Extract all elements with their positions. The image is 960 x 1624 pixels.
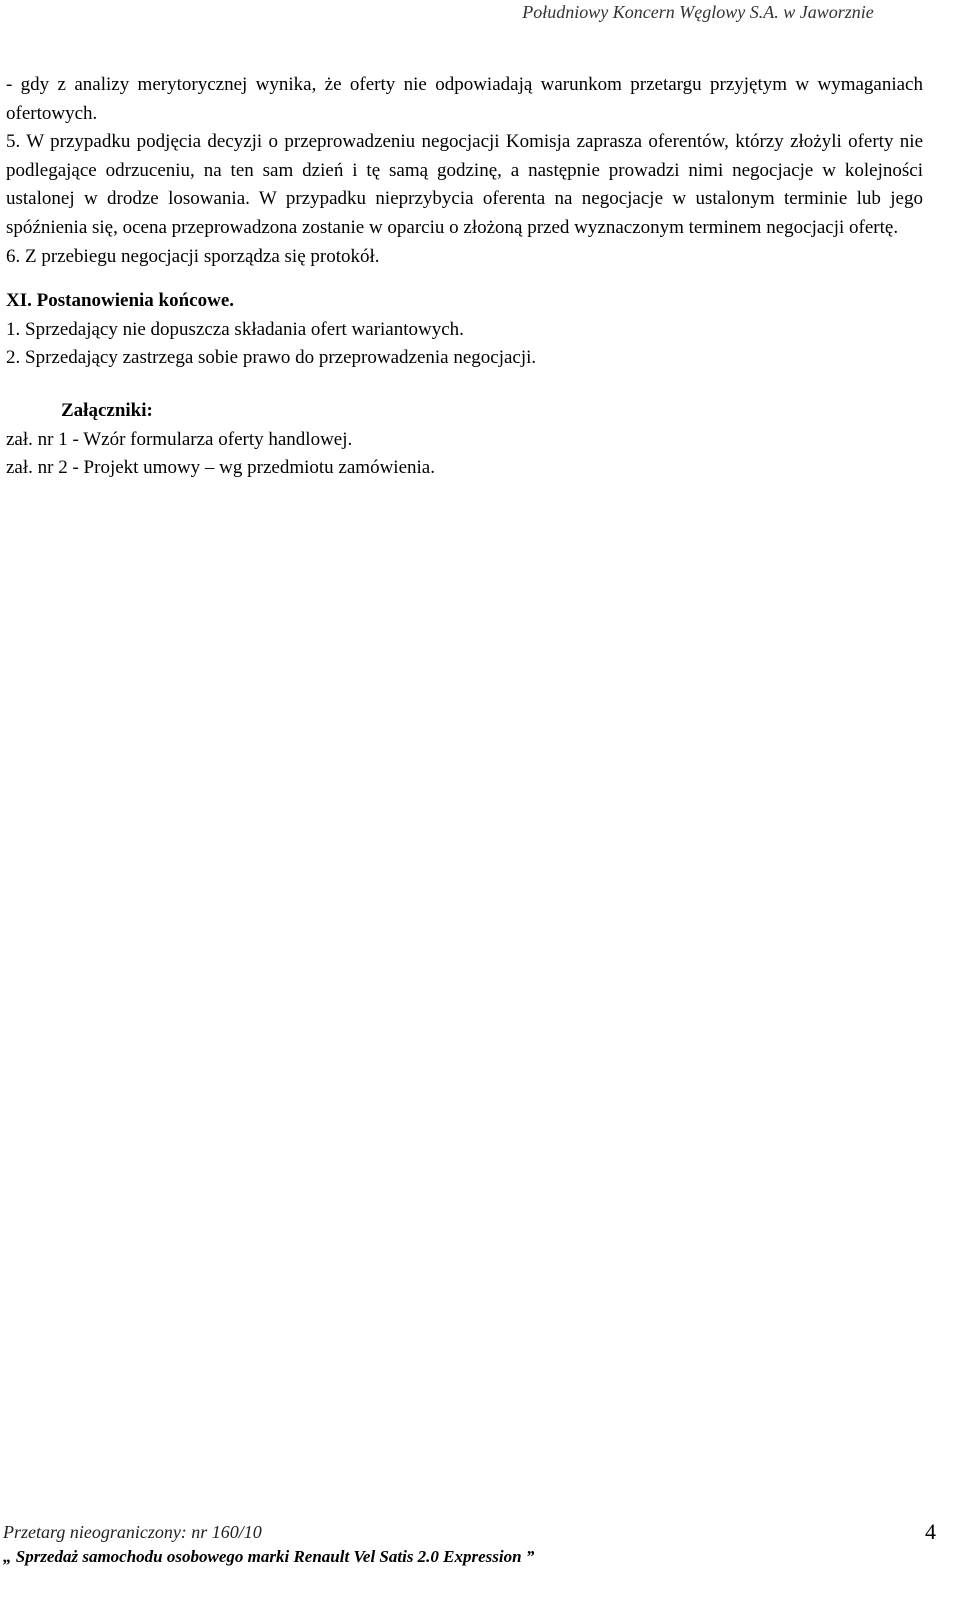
attachment-item-1: zał. nr 1 - Wzór formularza oferty handlowej. (6, 428, 353, 450)
paragraph-offer-rejection: - gdy z analizy merytorycznej wynika, że oferty nie odpowiadają warunkom przetargu przyjętym w wymaganiach ofertowych. (6, 74, 923, 124)
document-body (6, 71, 923, 483)
attachment-item-2: zał. nr 2 - Projekt umowy – wg przedmiotu zamówienia. (6, 457, 435, 479)
company-name: Południowy Koncern Węglowy S.A. w Jaworznie (522, 2, 874, 22)
page-number: 4 (925, 1519, 936, 1544)
paragraph-protocol: 6. Z przebiegu negocjacji sporządza się protokół. (6, 245, 380, 267)
section-heading: XI. Postanowienia końcowe. (6, 290, 235, 312)
footer-tender-number: Przetarg nieograniczony: nr 160/10 (3, 1522, 262, 1542)
attachments-heading: Załączniki: (61, 399, 153, 421)
section-item-1: 1. Sprzedający nie dopuszcza składania ofert wariantowych. (6, 318, 464, 340)
paragraph-negotiations: 5. W przypadku podjęcia decyzji o przeprowadzeniu negocjacji Komisja zaprasza oferentów, którzy złożyli oferty nie podlegające odrzuceniu, na ten sam dzień i tę samą godzinę, a następnie prowadzi nimi negocjacje w kolejności ustalonej w drodze losowania. W przypadku nieprzybycia oferenta na negocjacje w ustalonym terminie lub jego spóźnienia się, ocena przeprowadzona zostanie w oparciu o złożoną przed wyznaczonym terminem negocjacji ofertę. (6, 131, 923, 238)
page-header (0, 0, 960, 24)
section-item-2: 2. Sprzedający zastrzega sobie prawo do przeprowadzenia negocjacji. (6, 347, 537, 369)
footer-subject: „ Sprzedaż samochodu osobowego marki Renault Vel Satis 2.0 Expression ” (3, 1547, 535, 1566)
